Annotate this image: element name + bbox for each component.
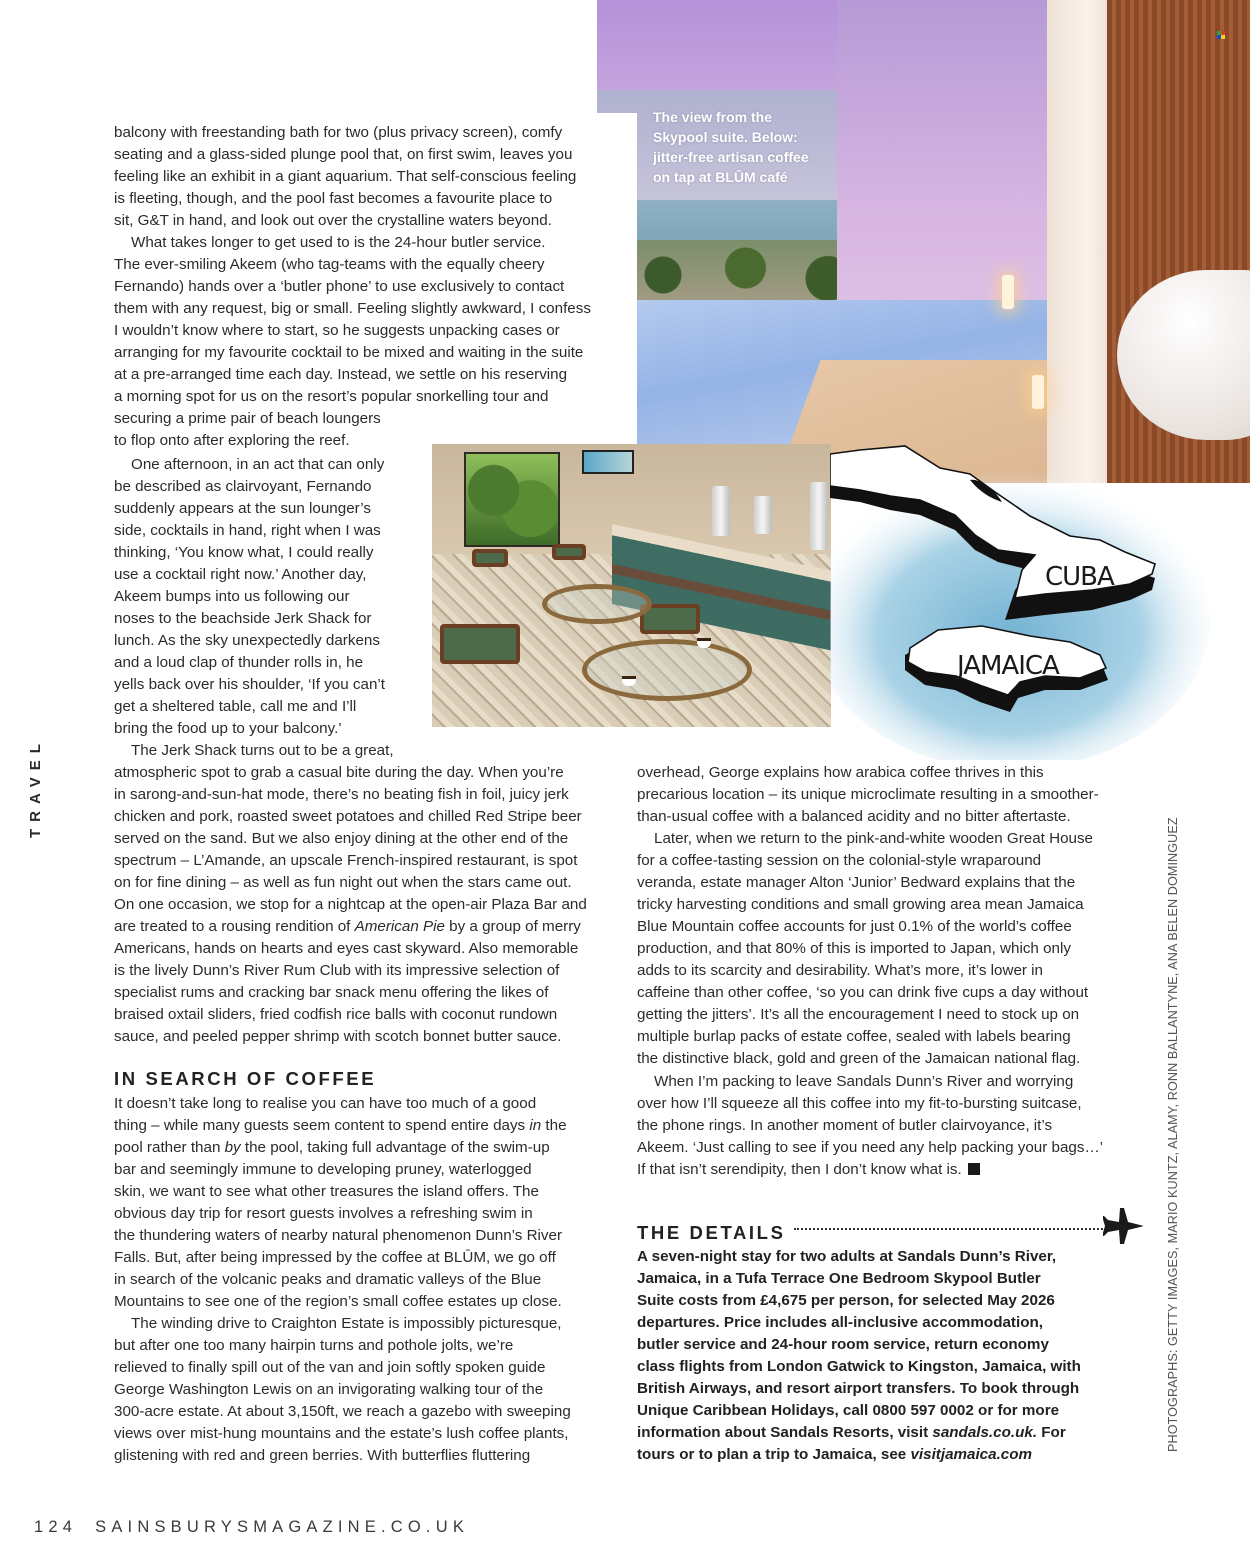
cuba-jamaica-map — [830, 440, 1210, 760]
body-line: the distinctive black, gold and green of the Jamaican national flag. — [637, 1050, 1081, 1067]
body-line: securing a prime pair of beach loungers — [114, 410, 381, 427]
body-line: chicken and pork, roasted sweet potatoes and chilled Red Stripe beer — [114, 808, 582, 825]
details-line — [637, 1422, 1147, 1444]
body-line: thinking, ‘You know what, I could really — [114, 544, 374, 561]
body-line — [114, 1137, 624, 1159]
body-line — [114, 916, 624, 938]
body-line: Americans, hands on hearts and eyes cast skyward. Also memorable — [114, 940, 579, 957]
details-line: Jamaica, in a Tufa Terrace One Bedroom Skypool Butler — [637, 1270, 1041, 1287]
details-line: Unique Caribbean Holidays, call 0800 597 0002 or for more — [637, 1402, 1060, 1419]
body-line: in search of the volcanic peaks and dramatic valleys of the Blue — [114, 1271, 542, 1288]
details-line: A seven-night stay for two adults at Sandals Dunn’s River, — [637, 1248, 1057, 1265]
body-line: precarious location – its unique microclimate resulting in a smoother- — [637, 786, 1099, 803]
photo-caption — [653, 107, 809, 187]
caption-line: The view from the — [653, 109, 773, 125]
article-body-column-a-low — [114, 762, 624, 1048]
body-line: served on the sand. But we also enjoy dining at the other end of the — [114, 830, 569, 847]
body-line: on for fine dining – as well as fun night out when the stars came out. — [114, 874, 572, 891]
body-line: yells back over his shoulder, ‘If you can’t — [114, 676, 385, 693]
body-line: over how I’ll squeeze all this coffee into my fit-to-bursting suitcase, — [637, 1095, 1082, 1112]
body-line: I wouldn’t know where to start, so he suggests unpacking cases or — [114, 322, 560, 339]
details-heading: THE DETAILS — [637, 1222, 786, 1243]
body-line: is fleeting, though, and the pool fast becomes a favourite place to — [114, 190, 553, 207]
body-line: braised oxtail sliders, fried codfish rice balls with coconut rundown — [114, 1006, 558, 1023]
body-line: atmospheric spot to grab a casual bite during the day. When you’re — [114, 764, 564, 781]
body-line: but after one too many hairpin turns and pothole jolts, we’re — [114, 1337, 514, 1354]
emphasis: by — [224, 1139, 241, 1156]
body-line: bar and seemingly immune to developing pruney, waterlogged — [114, 1161, 532, 1178]
body-line: feeling like an exhibit in a giant aquarium. That self-conscious feeling — [114, 168, 577, 185]
dotted-rule — [794, 1228, 1110, 1230]
body-line — [114, 1115, 624, 1137]
body-line: in sarong-and-sun-hat mode, there’s no beating fish in foil, juicy jerk — [114, 786, 569, 803]
body-line: bring the food up to your balcony.’ — [114, 720, 342, 737]
body-line: veranda, estate manager Alton ‘Junior’ Bedward explains that the — [637, 874, 1076, 891]
section-label: TRAVEL — [27, 737, 44, 838]
body-line: George Washington Lewis on an invigorating walking tour of the — [114, 1381, 544, 1398]
body-line: spectrum – L’Amande, an upscale French-inspired restaurant, is spot — [114, 852, 578, 869]
airplane-icon — [1103, 1203, 1143, 1249]
body-line: What takes longer to get used to is the 24-hour butler service. — [131, 234, 546, 251]
body-line: sit, G&T in hand, and look out over the crystalline waters beyond. — [114, 212, 552, 229]
body-line: than-usual coffee with a balanced acidity and no bitter aftertaste. — [637, 808, 1071, 825]
body-line: obvious day trip for resort guests involves a refreshing swim in — [114, 1205, 533, 1222]
body-line: lunch. As the sky unexpectedly darkens — [114, 632, 380, 649]
page-footer — [34, 1518, 469, 1537]
blum-cafe-photo — [432, 444, 831, 727]
body-line: the phone rings. In another moment of butler clairvoyance, it’s — [637, 1117, 1053, 1134]
body-line: It doesn’t take long to realise you can have too much of a good — [114, 1095, 537, 1112]
body-line: One afternoon, in an act that can only — [131, 456, 385, 473]
color-registration-mark — [1217, 31, 1225, 39]
body-line: use a cocktail right now.’ Another day, — [114, 566, 367, 583]
sandals-link[interactable]: sandals.co.uk. — [932, 1424, 1038, 1441]
body-line: multiple burlap packs of estate coffee, sealed with labels bearing — [637, 1028, 1071, 1045]
body-line: relieved to finally spill out of the van and join softly spoken guide — [114, 1359, 546, 1376]
details-line: class flights from London Gatwick to Kingston, Jamaica, with — [637, 1358, 1081, 1375]
body-line: production, and that 80% of this is imported to Japan, which only — [637, 940, 1071, 957]
caption-line: on tap at BLŪM café — [653, 169, 788, 185]
body-line: get a sheltered table, call me and I’ll — [114, 698, 357, 715]
details-body — [637, 1246, 1147, 1466]
magazine-url: SAINSBURYSMAGAZINE.CO.UK — [95, 1518, 470, 1536]
details-text: information about Sandals Resorts, visit — [637, 1424, 933, 1441]
article-body-column-b — [637, 762, 1147, 1070]
body-line: specialist rums and cracking bar snack menu offering the likes of — [114, 984, 549, 1001]
map-label-jamaica: JAMAICA — [957, 651, 1059, 681]
map-label-cuba: CUBA — [1045, 562, 1114, 592]
details-line: departures. Price includes all-inclusive accommodation, — [637, 1314, 1043, 1331]
body-line: On one occasion, we stop for a nightcap at the open-air Plaza Bar and — [114, 896, 587, 913]
body-text: the — [541, 1117, 567, 1134]
body-text: are treated to a rousing rendition of — [114, 918, 355, 935]
body-text: thing – while many guests seem content to spend entire days — [114, 1117, 530, 1134]
end-mark-icon — [968, 1163, 980, 1175]
details-text: tours or to plan a trip to Jamaica, see — [637, 1446, 911, 1463]
body-line: suddenly appears at the sun lounger’s — [114, 500, 371, 517]
visitjamaica-link[interactable]: visitjamaica.com — [910, 1446, 1033, 1463]
body-text: by a group of merry — [444, 918, 581, 935]
section-heading-coffee: IN SEARCH OF COFFEE — [114, 1068, 377, 1089]
body-line: is the lively Dunn’s River Rum Club with its impressive selection of — [114, 962, 560, 979]
page-number: 124 — [34, 1518, 78, 1536]
body-line: skin, we want to see what other treasures the island offers. The — [114, 1183, 539, 1200]
body-line: for a coffee-tasting session on the colonial-style wraparound — [637, 852, 1042, 869]
caption-line: jitter-free artisan coffee — [653, 149, 809, 165]
details-line: butler service and 24-hour room service, return economy — [637, 1336, 1049, 1353]
body-line: glistening with red and green berries. With butterflies fluttering — [114, 1447, 531, 1464]
body-line: seating and a glass-sided plunge pool that, on first swim, leaves you — [114, 146, 573, 163]
body-line: the thundering waters of nearby natural phenomenon Dunn’s River — [114, 1227, 563, 1244]
article-body-coffee-section — [114, 1093, 624, 1467]
body-line: getting the jitters’. It’s all the encouragement I need to stock up on — [637, 1006, 1080, 1023]
body-line: Akeem bumps into us following our — [114, 588, 350, 605]
body-line: Later, when we return to the pink-and-white wooden Great House — [654, 830, 1094, 847]
body-line: Mountains to see one of the region’s small coffee estates up close. — [114, 1293, 562, 1310]
body-line: When I’m packing to leave Sandals Dunn’s River and worrying — [654, 1073, 1074, 1090]
photo-credits: PHOTOGRAPHS: GETTY IMAGES, MARIO KUNTZ, ALAMY, RONN BALLANTYNE, ANA BELEN DOMINGUEZ — [1166, 817, 1180, 1452]
details-line: Suite costs from £4,675 per person, for selected May 2026 — [637, 1292, 1055, 1309]
song-title: American Pie — [354, 918, 445, 935]
body-line: and a loud clap of thunder rolls in, he — [114, 654, 364, 671]
body-line: sauce, and peeled pepper shrimp with scotch bonnet butter sauce. — [114, 1028, 562, 1045]
body-line: them with any request, big or small. Feeling slightly awkward, I confess — [114, 300, 591, 317]
details-text: For — [1037, 1424, 1066, 1441]
body-line: balcony with freestanding bath for two (plus privacy screen), comfy — [114, 124, 563, 141]
body-line: noses to the beachside Jerk Shack for — [114, 610, 372, 627]
body-line: Falls. But, after being impressed by the coffee at BLŪM, we go off — [114, 1249, 556, 1266]
body-line: The ever-smiling Akeem (who tag-teams with the equally cheery — [114, 256, 545, 273]
body-text: If that isn’t serendipity, then I don’t know what is. — [637, 1161, 962, 1178]
body-line: a morning spot for us on the resort’s popular snorkelling tour and — [114, 388, 549, 405]
body-line: 300-acre estate. At about 3,150ft, we reach a gazebo with sweeping — [114, 1403, 571, 1420]
body-line: overhead, George explains how arabica coffee thrives in this — [637, 764, 1044, 781]
article-body-column-a-mid — [114, 454, 414, 762]
body-line: tricky harvesting conditions and small growing area mean Jamaica — [637, 896, 1084, 913]
body-line: adds to its scarcity and desirability. What’s more, it’s lower in — [637, 962, 1043, 979]
details-line — [637, 1444, 1147, 1466]
body-line: arranging for my favourite cocktail to be mixed and waiting in the suite — [114, 344, 584, 361]
body-line: Blue Mountain coffee accounts for just 0.1% of the world’s coffee — [637, 918, 1072, 935]
skypool-photo-top — [597, 0, 1250, 113]
caption-line: Skypool suite. Below: — [653, 129, 798, 145]
body-line: The winding drive to Craighton Estate is impossibly picturesque, — [131, 1315, 562, 1332]
body-line — [637, 1159, 1147, 1181]
details-line: British Airways, and resort airport transfers. To book through — [637, 1380, 1080, 1397]
article-body-column-a-top — [114, 122, 624, 452]
article-body-column-b-end — [637, 1071, 1147, 1181]
body-line: side, cocktails in hand, right when I was — [114, 522, 381, 539]
body-text: pool rather than — [114, 1139, 225, 1156]
body-line: Fernando) hands over a ‘butler phone’ to use exclusively to contact — [114, 278, 565, 295]
body-line: caffeine than other coffee, ‘so you can drink five cups a day without — [637, 984, 1089, 1001]
body-line: views over mist-hung mountains and the estate’s lush coffee plants, — [114, 1425, 569, 1442]
body-line: be described as clairvoyant, Fernando — [114, 478, 372, 495]
body-line: Akeem. ‘Just calling to see if you need any help packing your bags…’ — [637, 1139, 1104, 1156]
body-line: at a pre-arranged time each day. Instead, we settle on his reserving — [114, 366, 568, 383]
emphasis: in — [529, 1117, 542, 1134]
body-line: The Jerk Shack turns out to be a great, — [131, 742, 394, 759]
body-text: the pool, taking full advantage of the swim-up — [240, 1139, 550, 1156]
body-line: to flop onto after exploring the reef. — [114, 432, 350, 449]
